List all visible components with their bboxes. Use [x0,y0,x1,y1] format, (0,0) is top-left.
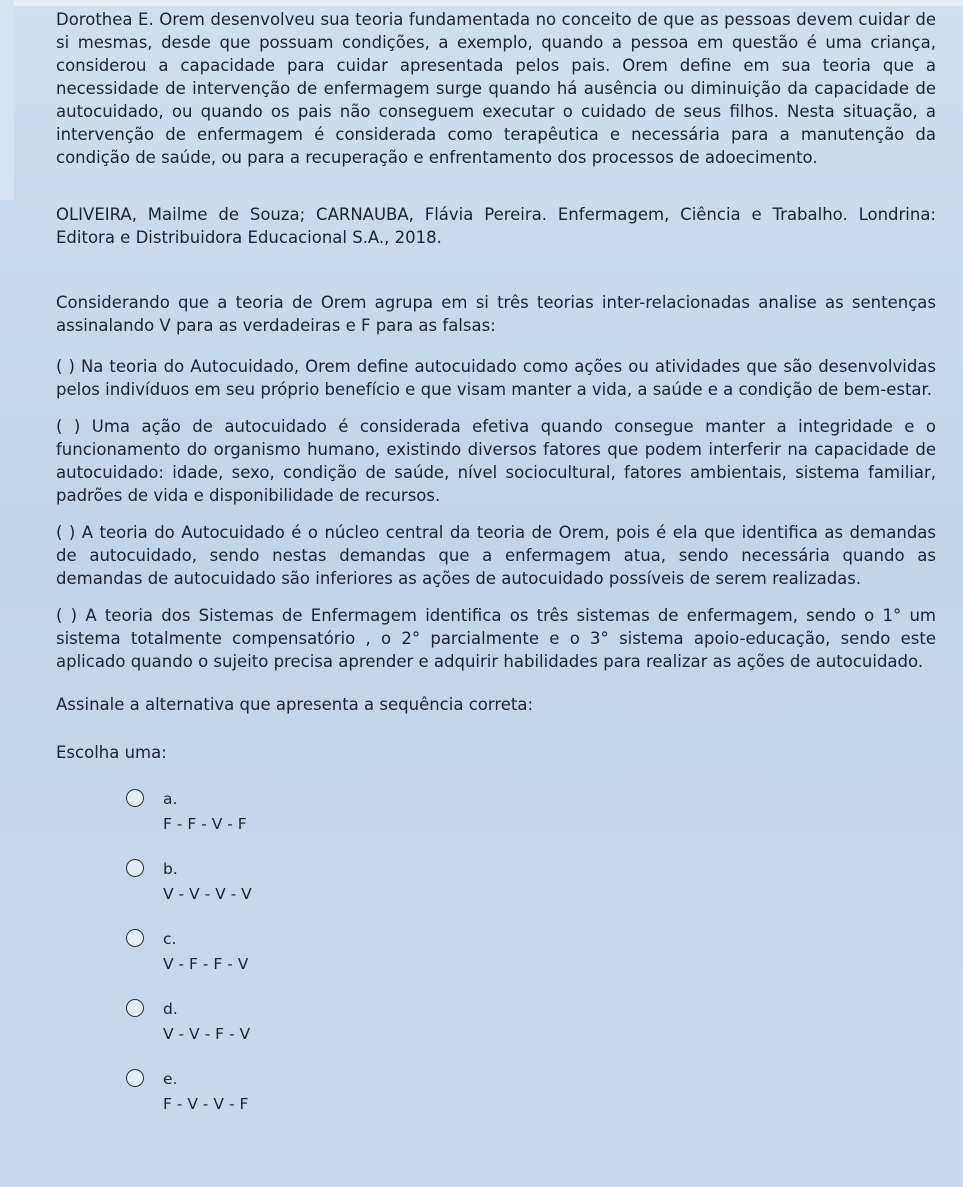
reference-citation: OLIVEIRA, Mailme de Souza; CARNAUBA, Flávia Pereira. Enfermagem, Ciência e Trabalho. Londrina: Editora e Distribuidora Educacional S.A., 2018. [56,205,936,247]
statement-4: ( ) A teoria dos Sistemas de Enfermagem identifica os três sistemas de enfermagem, sendo o 1° um sistema totalmente compensatório , o 2° parcialmente e o 3° sistema apoio-educação, sendo este aplicado quando o sujeito precisa aprender e adquirir habilidades para realizar as ações de autocuidado. [56,606,936,671]
instruction-text: Assinale a alternativa que apresenta a sequência correta: [56,695,534,714]
option-b[interactable] [126,858,936,928]
option-value: V - V - V - V [163,885,252,903]
radio-button-c[interactable] [126,929,144,947]
answer-options [126,788,936,1138]
option-value: V - V - F - V [163,1025,251,1043]
radio-button-a[interactable] [126,789,144,807]
left-edge [0,0,14,200]
option-e[interactable] [126,1068,936,1138]
option-value: V - F - F - V [163,955,249,973]
question-prompt: Considerando que a teoria de Orem agrupa em si três teorias inter-relacionadas analise as sentenças assinalando V para as verdadeiras e F para as falsas: [56,293,936,335]
choose-label: Escolha uma: [56,743,167,762]
option-a-text [163,788,247,835]
statement-1: ( ) Na teoria do Autocuidado, Orem define autocuidado como ações ou atividades que são desenvolvidas pelos indivíduos em seu próprio benefício e que visam manter a vida, a saúde e a condição de bem-estar. [56,357,936,399]
option-c[interactable] [126,928,936,998]
question-content [56,8,936,1138]
option-a[interactable] [126,788,936,858]
statement-2: ( ) Uma ação de autocuidado é considerada efetiva quando consegue manter a integridade e o funcionamento do organismo humano, existindo diversos fatores que podem interferir na capacidade de autocuidado: idade, sexo, condição de saúde, nível sociocultural, fatores ambientais, sistema familiar, padrões de vida e disponibilidade de recursos. [56,417,936,505]
option-letter: d. [163,1000,178,1018]
top-edge [0,0,963,6]
option-b-text [163,858,252,905]
option-letter: a. [163,790,178,808]
intro-paragraph: Dorothea E. Orem desenvolveu sua teoria fundamentada no conceito de que as pessoas devem cuidar de si mesmas, desde que possuam condições, a exemplo, quando a pessoa em questão é uma criança, considerou a capacidade para cuidar apresentada pelos pais. Orem define em sua teoria que a necessidade de intervenção de enfermagem surge quando há ausência ou diminuição da capacidade de autocuidado, ou quando os pais não conseguem executar o cuidado de seus filhos. Nesta situação, a intervenção de enfermagem é considerada como terapêutica e necessária para a manutenção da condição de saúde, ou para a recuperação e enfrentamento dos processos de adoecimento. [56,10,936,167]
option-e-text [163,1068,248,1115]
radio-button-e[interactable] [126,1069,144,1087]
option-value: F - F - V - F [163,815,247,833]
option-d[interactable] [126,998,936,1068]
radio-button-b[interactable] [126,859,144,877]
option-letter: c. [163,930,177,948]
statement-3: ( ) A teoria do Autocuidado é o núcleo central da teoria de Orem, pois é ela que identifica as demandas de autocuidado, sendo nestas demandas que a enfermagem atua, sendo necessária quando as demandas de autocuidado são inferiores as ações de autocuidado possíveis de serem realizadas. [56,523,936,588]
option-d-text [163,998,250,1045]
option-letter: e. [163,1070,178,1088]
option-c-text [163,928,248,975]
option-letter: b. [163,860,178,878]
radio-button-d[interactable] [126,999,144,1017]
option-value: F - V - V - F [163,1095,249,1113]
